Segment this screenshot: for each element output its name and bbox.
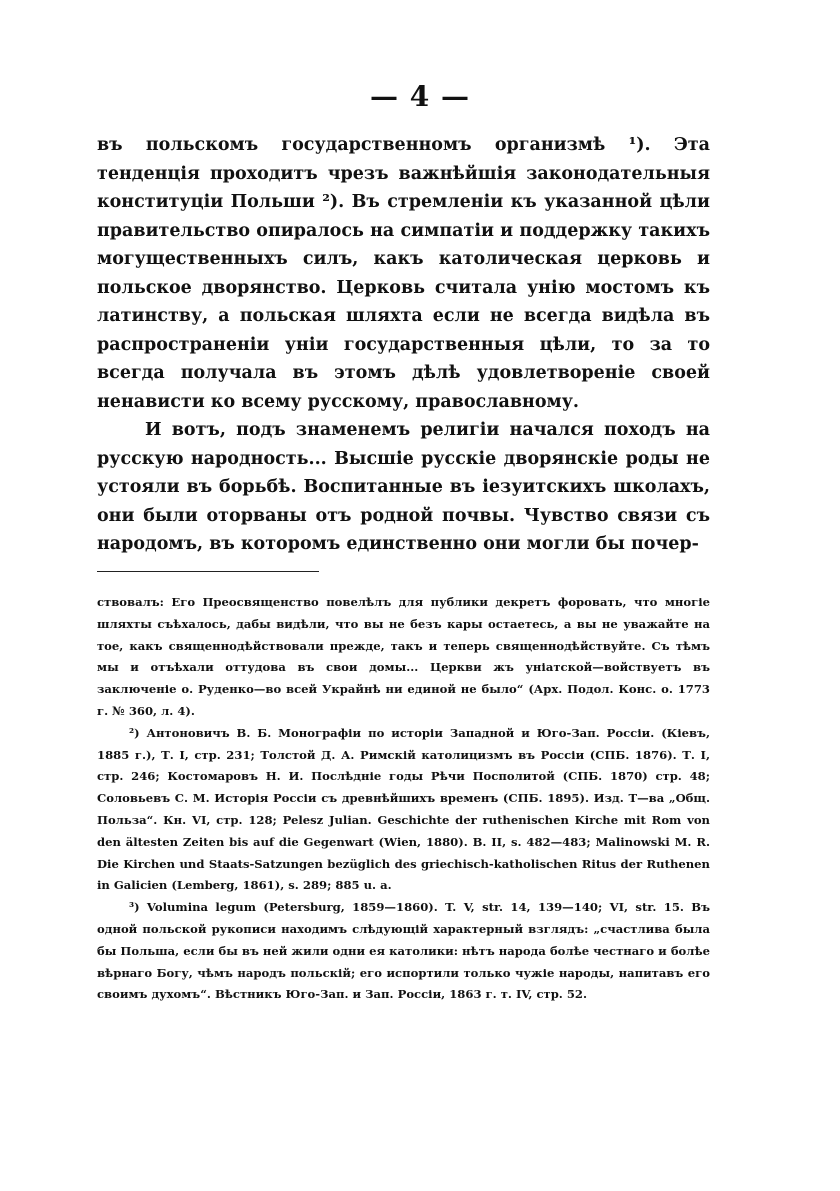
main-paragraph-1: въ польскомъ государственномъ организмѣ ¹). Эта тенденція проходитъ чрезъ важнѣйшія законодательныя конституціи Польши ²). Въ стремленіи къ указанной цѣли правительство опиралось на симпатіи и поддержку такихъ могущественныхъ силъ, какъ католическая церковь и польское дворянство. Церковь считала унію мостомъ къ латинству, а польская шляхта если не всегда видѣла въ распространеніи уніи государственныя цѣли, то за то всегда получала въ этомъ дѣлѣ удовлетвореніе своей ненависти ко всему русскому, православному. — [97, 135, 710, 412]
main-paragraph-2: И вотъ, подъ знаменемъ религіи начался походъ на русскую народность... Высшіе русскіе дворянскіе роды не устояли въ борьбѣ. Воспитанные въ іезуитскихъ школахъ, они были оторваны отъ родной почвы. Чувство связи съ народомъ, въ которомъ единственно они могли бы почер- — [97, 420, 710, 554]
footnote-2: ²) Антоновичъ В. Б. Монографіи по исторіи Западной и Юго-Зап. Россіи. (Кіевъ, 1885 г.), Т. I, стр. 231; Толстой Д. А. Римскій католицизмъ въ Россіи (СПБ. 1876). Т. I, стр. 246; Костомаровъ Н. И. Послѣдніе годы Рѣчи Посполитой (СПБ. 1870) стр. 48; Соловьевъ С. М. Исторія Россіи съ древнѣйшихъ временъ (СПБ. 1895). Изд. Т—ва „Общ. Польза“. Кн. VI, стр. 128; Pelesz Julian. Geschichte der ruthenischen Kirche mit Rom von den ältesten Zeiten bis auf die Gegenwart (Wien, 1880). B. II, s. 482—483; Malinowski M. R. Die Kirchen und Staats-Satzungen bezüglich des griechisch-katholischen Ritus der Ruthenen in Galicien (Lemberg, 1861), s. 289; 885 u. a. — [97, 725, 710, 893]
page-number: — 4 — — [370, 80, 470, 113]
footnote-divider — [97, 571, 319, 572]
footnote-3: ³) Volumina legum (Petersburg, 1859—1860). T. V, str. 14, 139—140; VI, str. 15. Въ одной польской рукописи находимъ слѣдующій характерный взглядъ: „счастлива была бы Польша, если бы въ ней жили одни ея католики: нѣтъ народа болѣе честнаго и болѣе вѣрнаго Богу, чѣмъ народъ польскій; его испортили только чужіе народы, напитавъ его своимъ духомъ“. Вѣстникъ Юго-Зап. и Зап. Россіи, 1863 г. т. IV, стр. 52. — [97, 900, 710, 1002]
main-text — [97, 131, 710, 559]
footnote-continuation: ствовалъ: Его Преосвященство повелѣлъ для публики декретъ форовать, что многіе шляхты съѣхалось, дабы видѣли, что вы не безъ кары остаетесь, а вы не уважайте на тое, какъ священнодѣйствовали прежде, такъ и теперь священнодѣйствуйте. Съ тѣмъ мы и отъѣхали оттудова въ свои домы... Церкви жъ уніатской—войствуетъ въ заключеніе о. Руденко—во всей Украйнѣ ни единой не было“ (Арх. Подол. Конс. о. 1773 г. № 360, л. 4). — [97, 595, 710, 718]
footnotes — [97, 592, 710, 1006]
